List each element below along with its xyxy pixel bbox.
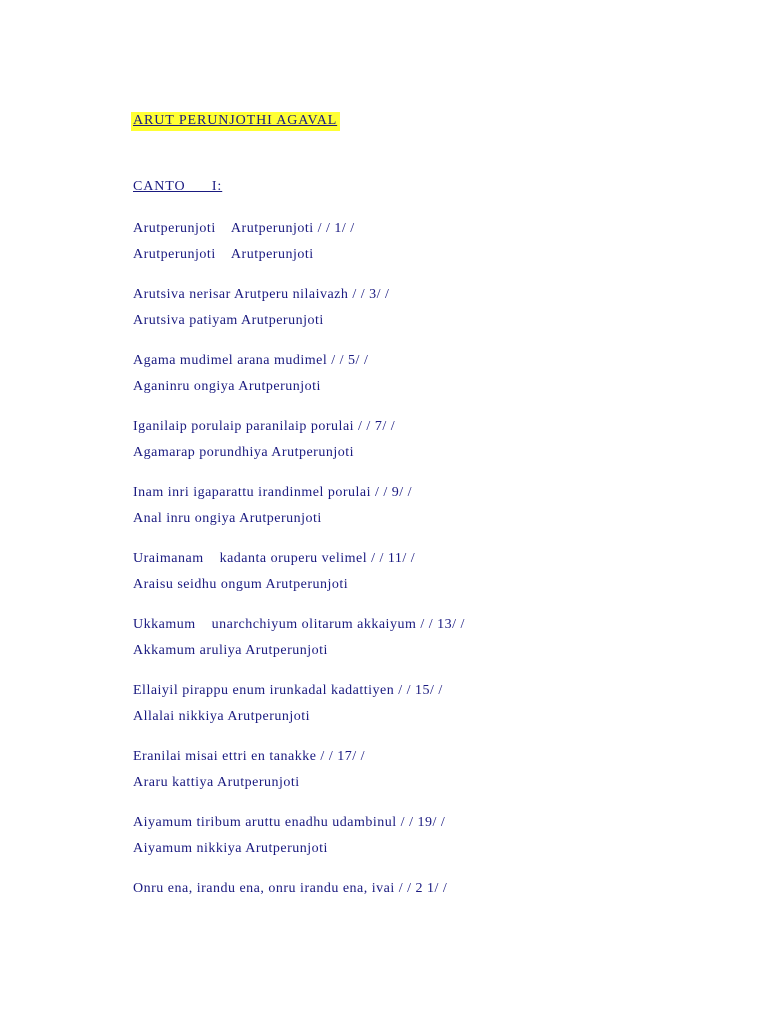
verse-list bbox=[133, 216, 733, 942]
verse-line: Inam inri igaparattu irandinmel porulai / / 9/ / bbox=[133, 485, 413, 500]
verse-line: Uraimanam kadanta oruperu velimel / / 11/ / bbox=[133, 551, 416, 566]
stanza bbox=[133, 744, 733, 810]
verse-line: Agamarap porundhiya Arutperunjoti bbox=[133, 445, 355, 460]
verse-line: Arutperunjoti Arutperunjoti / / 1/ / bbox=[133, 221, 355, 236]
verse-line: Arutperunjoti Arutperunjoti bbox=[133, 247, 314, 262]
stanza bbox=[133, 678, 733, 744]
verse-line: Aiyamum tiribum aruttu enadhu udambinul / / 19/ / bbox=[133, 815, 446, 830]
verse-line: Aganinru ongiya Arutperunjoti bbox=[133, 379, 321, 394]
stanza bbox=[133, 216, 733, 282]
stanza bbox=[133, 810, 733, 876]
verse-line: Allalai nikkiya Arutperunjoti bbox=[133, 709, 311, 724]
verse-line: Onru ena, irandu ena, onru irandu ena, ivai / / 2 1/ / bbox=[133, 881, 448, 896]
stanza bbox=[133, 546, 733, 612]
verse-line: Agama mudimel arana mudimel / / 5/ / bbox=[133, 353, 369, 368]
stanza bbox=[133, 480, 733, 546]
canto-heading: CANTO I: bbox=[133, 179, 223, 194]
document-title: ARUT PERUNJOTHI AGAVAL bbox=[131, 112, 340, 131]
verse-line: Eranilai misai ettri en tanakke / / 17/ / bbox=[133, 749, 365, 764]
verse-line: Anal inru ongiya Arutperunjoti bbox=[133, 511, 322, 526]
verse-line: Arutsiva nerisar Arutperu nilaivazh / / 3/ / bbox=[133, 287, 390, 302]
verse-line: Ukkamum unarchchiyum olitarum akkaiyum / / 13/ / bbox=[133, 617, 465, 632]
stanza bbox=[133, 876, 733, 942]
verse-line: Ellaiyil pirappu enum irunkadal kadattiyen / / 15/ / bbox=[133, 683, 443, 698]
verse-line: Araru kattiya Arutperunjoti bbox=[133, 775, 300, 790]
stanza bbox=[133, 612, 733, 678]
verse-line: Araisu seidhu ongum Arutperunjoti bbox=[133, 577, 349, 592]
stanza bbox=[133, 282, 733, 348]
verse-line: Iganilaip porulaip paranilaip porulai / / 7/ / bbox=[133, 419, 396, 434]
verse-line: Akkamum aruliya Arutperunjoti bbox=[133, 643, 328, 658]
verse-line: Aiyamum nikkiya Arutperunjoti bbox=[133, 841, 328, 856]
verse-line: Arutsiva patiyam Arutperunjoti bbox=[133, 313, 324, 328]
stanza bbox=[133, 348, 733, 414]
stanza bbox=[133, 414, 733, 480]
